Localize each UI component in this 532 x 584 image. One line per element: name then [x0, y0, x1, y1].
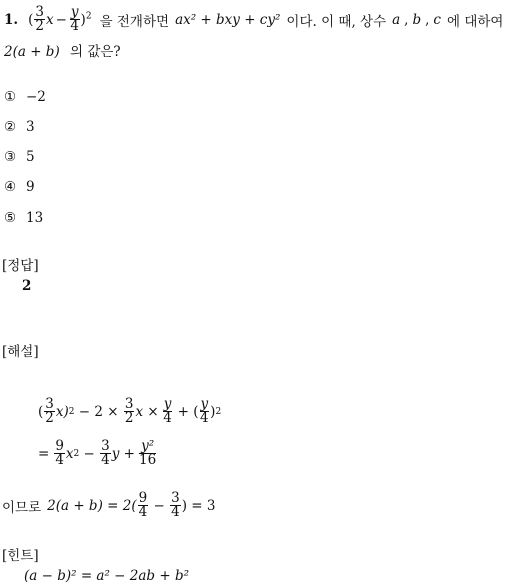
question-text-mid: 이다. 이 때, 상수 [286, 13, 387, 30]
question-rhs-expression: ax² + bxy + cy² [175, 11, 281, 28]
option-4[interactable] [4, 179, 35, 195]
option-mark: ① [4, 89, 17, 105]
option-value: 9 [26, 179, 35, 195]
option-mark: ⑤ [4, 210, 17, 226]
option-2[interactable] [4, 119, 35, 135]
option-value: 5 [26, 149, 35, 165]
explanation-line-1: ( $\frac{3}{2}$ x) 2 − 2 × $\frac{3}{2}$ x × $\frac{y}{4}$ + ( $\frac{y}{4}$ ) 2 [38, 396, 222, 426]
option-value: 3 [26, 119, 35, 135]
question-target-expression: 2(a + b) [4, 44, 60, 60]
question-line-1: 1. ( $\frac{3}{2}$ x − $\frac{y}{4}$ )$^2$ 을 전개하면 ax² + bxy + cy² 이다. 이 때, 상수 a , b , c 에 대하여 [4, 4, 504, 34]
question-text-intro: 을 전개하면 [99, 13, 170, 30]
question-line-2: 2(a + b) 의 값은? [4, 44, 121, 60]
option-mark: ③ [4, 149, 17, 165]
option-value: 13 [26, 210, 44, 226]
option-mark: ② [4, 119, 17, 135]
hint-formula: (a − b)² = a² − 2ab + b² [24, 568, 190, 584]
answer-value: 2 [22, 278, 32, 294]
hint-label: [힌트] [2, 548, 39, 564]
explanation-line-2: = $\frac{9}{4}$ x 2 − $\frac{3}{4}$ y + $\frac{\text{y²}}{16}$ [38, 438, 157, 468]
question-number: 1. [4, 11, 19, 28]
explanation-conclusion: 이므로 2(a + b) = 2( $\frac{9}{4}$ − $\frac{3}{4}$ ) = 3 [2, 490, 216, 520]
question-text-tail: 에 대하여 [446, 13, 504, 30]
explanation-label: [해설] [2, 344, 39, 360]
fraction-y-4: $\frac{y}{4}$ [70, 4, 80, 34]
option-3[interactable] [4, 149, 35, 165]
option-value: −2 [26, 89, 46, 105]
fraction-3-2: $\frac{3}{2}$ [35, 4, 44, 34]
option-1[interactable] [4, 89, 46, 105]
answer-label: [정답] [2, 258, 39, 274]
option-5[interactable] [4, 210, 43, 226]
option-mark: ④ [4, 179, 17, 195]
